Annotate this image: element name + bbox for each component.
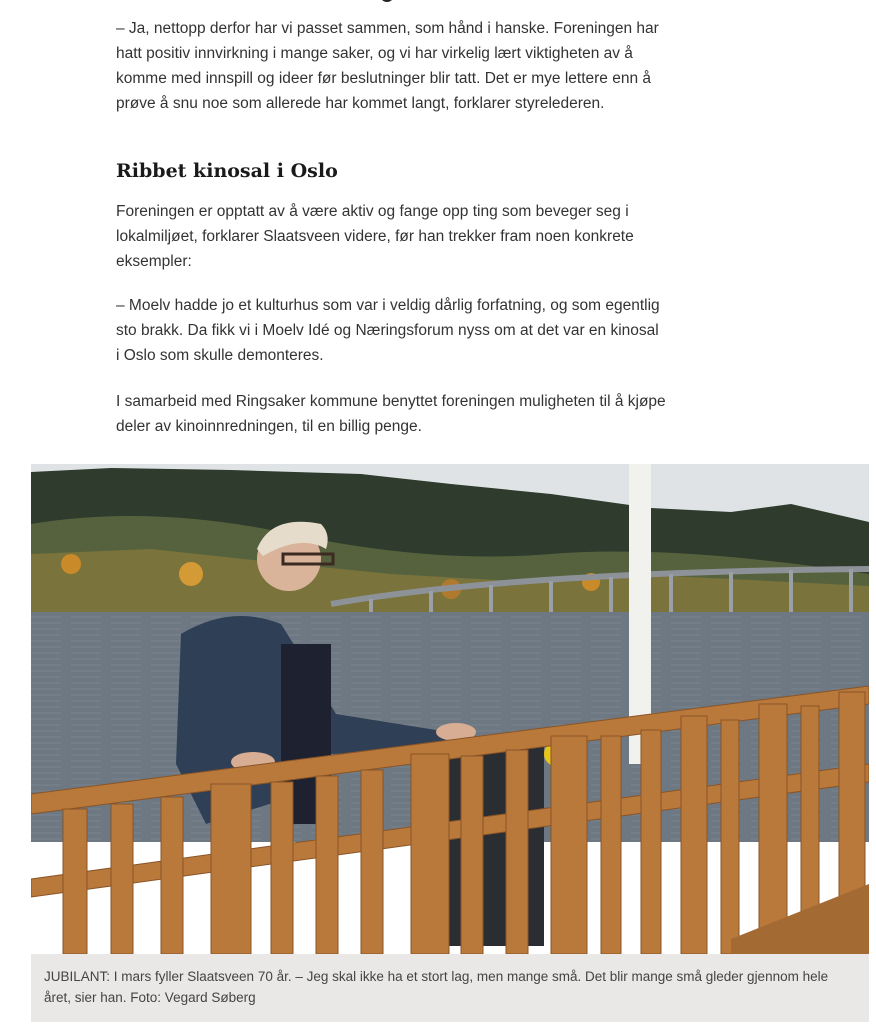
article-paragraph: – Ja, nettopp derfor har vi passet sammen, som hånd i hanske. Foreningen har hatt positiv innvirkning i mange saker, og vi har virkelig lært viktigheten av å komme med innspill og ideer før beslutninger blir tatt. Det er mye lettere enn å prøve å snu noe som allerede har kommet langt, forklarer styrelederen. xyxy=(116,20,659,112)
article-paragraph: I samarbeid med Ringsaker kommune benyttet foreningen muligheten til å kjøpe deler av kinoinnredningen, til en billig penge. xyxy=(116,393,666,435)
article-subheading: Ribbet kinosal i Oslo xyxy=(116,160,338,182)
photo-caption: JUBILANT: I mars fyller Slaatsveen 70 år. – Jeg skal ikke ha et stort lag, men mange små. Det blir mange små gleder gjennom hele året, sier han. Foto: Vegard Søberg xyxy=(31,954,869,1022)
article-figure xyxy=(31,464,869,1022)
article-paragraph: – Moelv hadde jo et kulturhus som var i veldig dårlig forfatning, og som egentlig sto brakk. Da fikk vi i Moelv Idé og Næringsforum nyss om at det var en kinosal i Oslo som skulle demonteres. xyxy=(116,297,660,364)
article-paragraph: Foreningen er opptatt av å være aktiv og fange opp ting som beveger seg i lokalmiljøet, forklarer Slaatsveen videre, før han trekker fram noen konkrete eksempler: xyxy=(116,203,634,270)
top-partial-element xyxy=(380,0,394,2)
article-photo[interactable] xyxy=(31,464,869,954)
